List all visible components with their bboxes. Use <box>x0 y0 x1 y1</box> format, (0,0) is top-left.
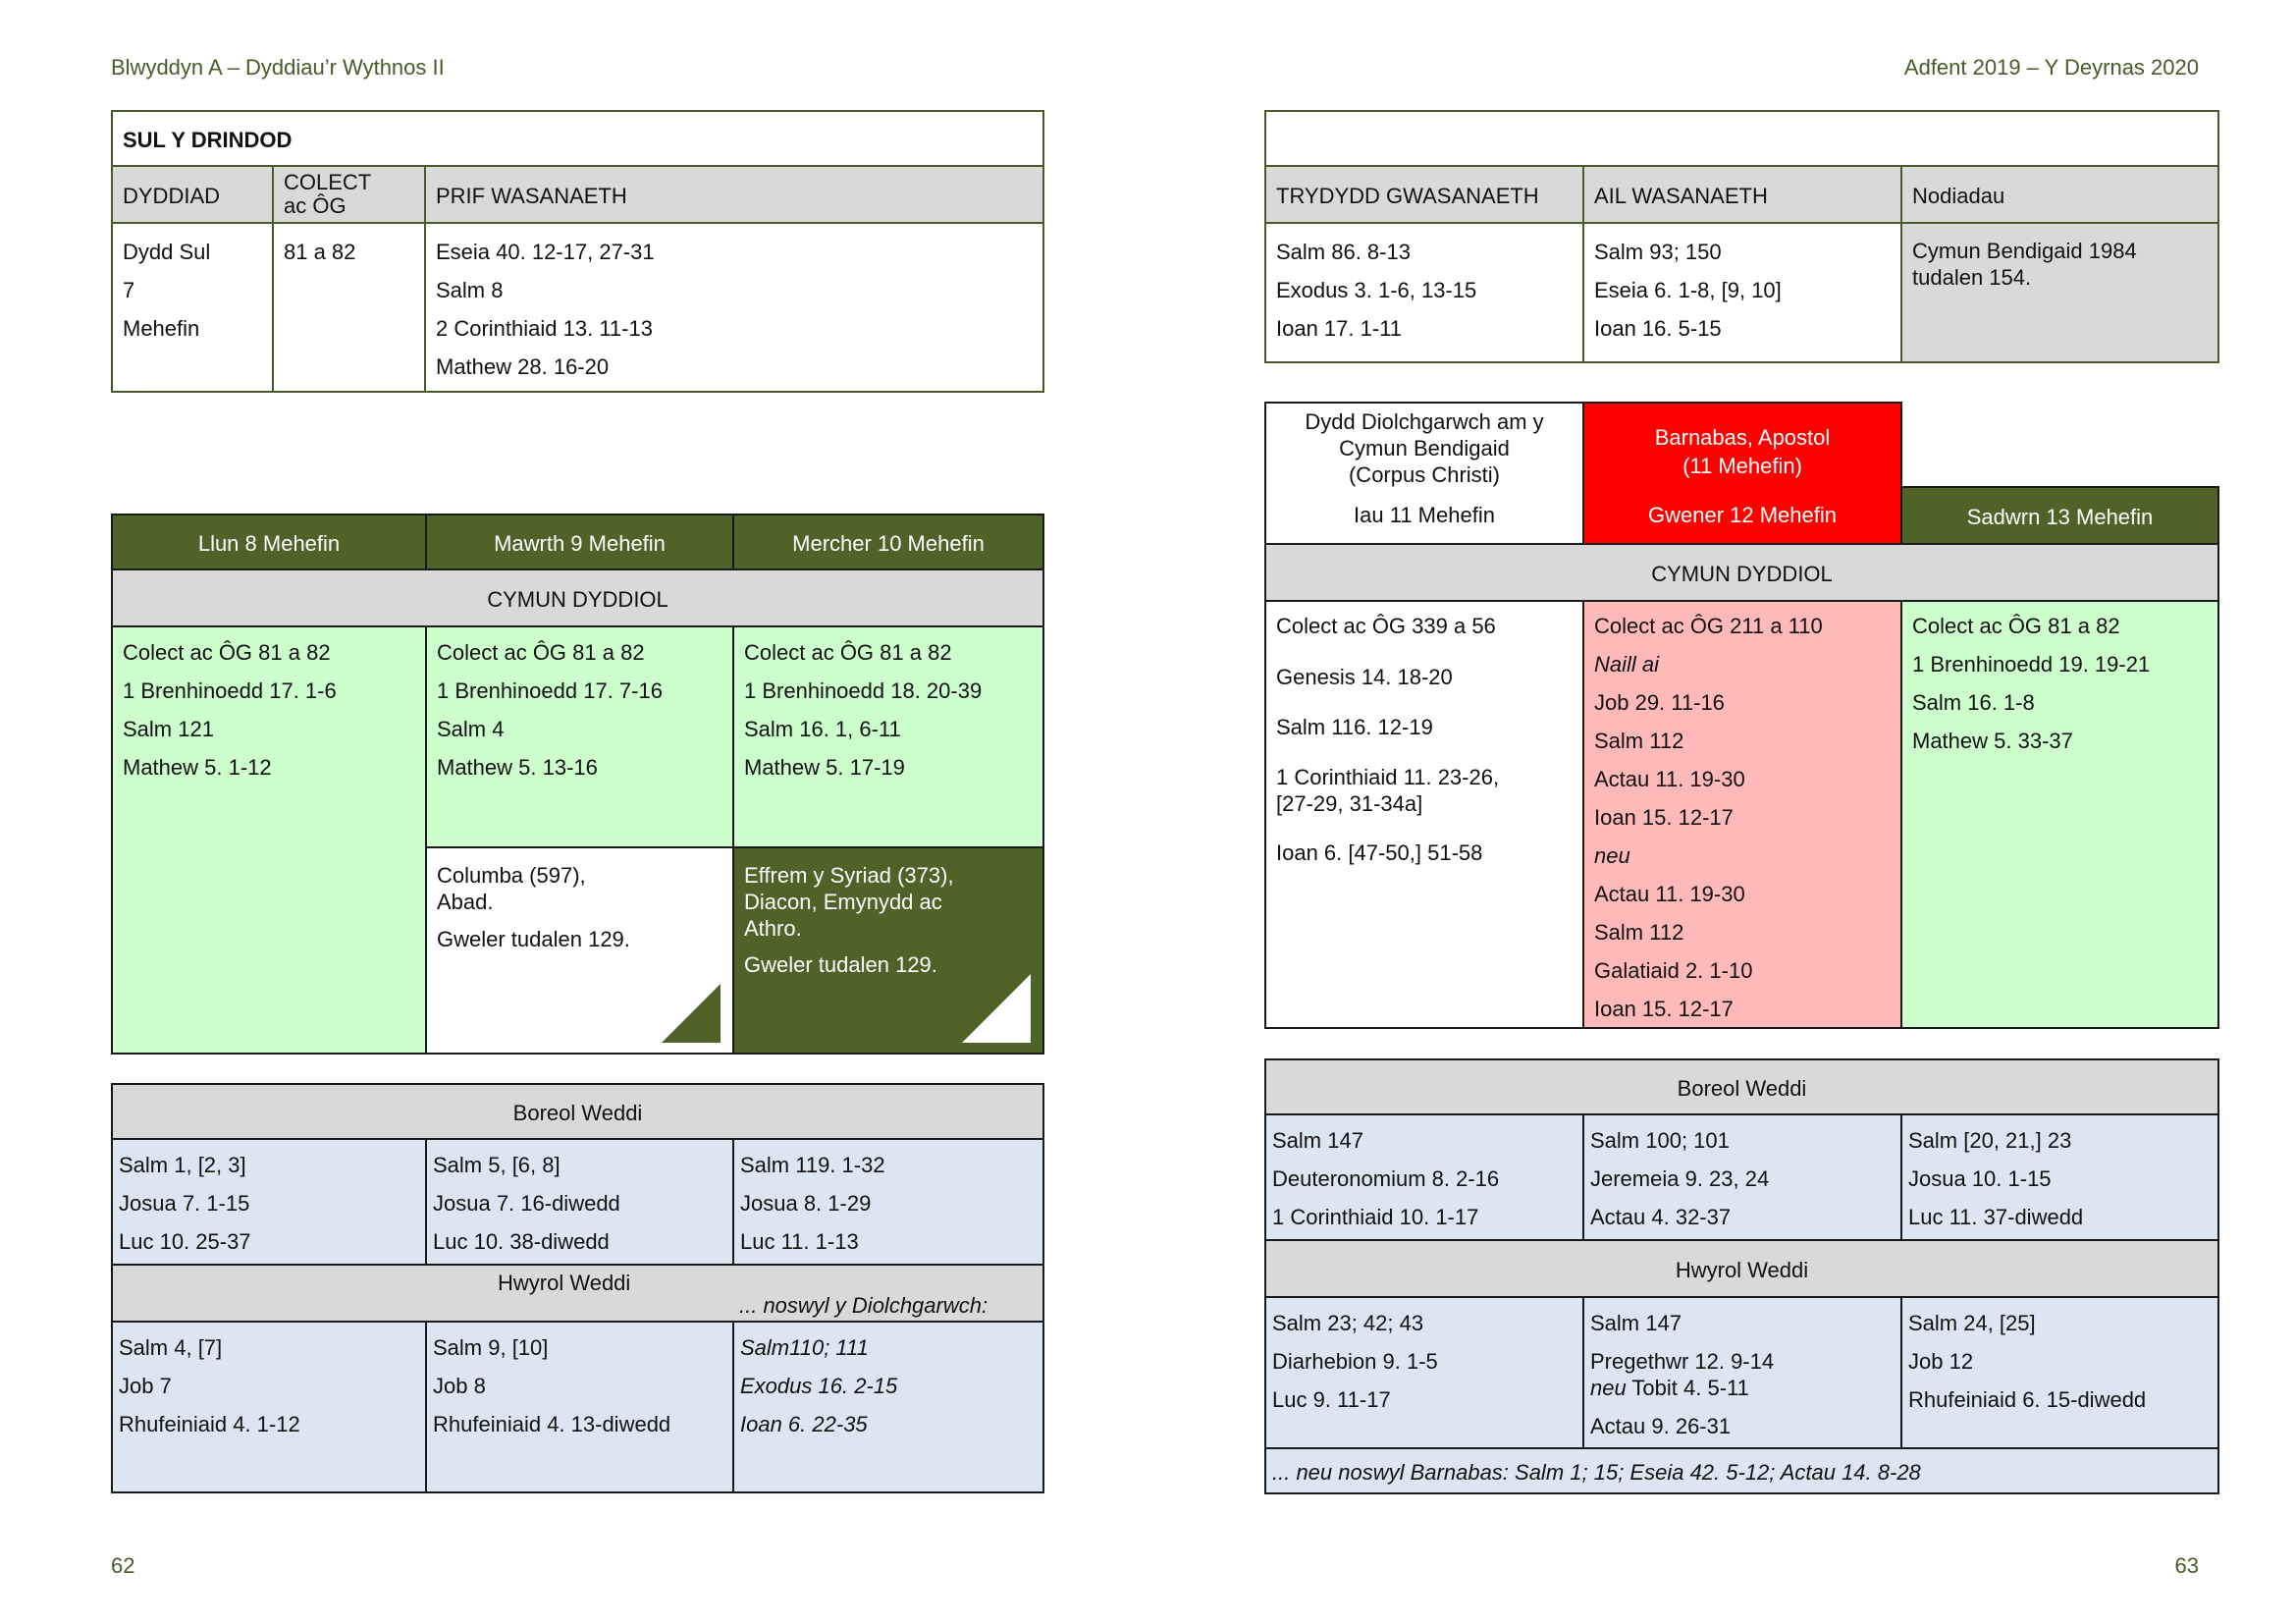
thu-readings <box>1264 600 1584 1029</box>
day-header-label: Mercher 10 Mehefin <box>792 531 985 556</box>
day-header-fri <box>1582 402 1902 545</box>
reading: Salm 147 <box>1272 1128 1363 1153</box>
barnabas-eve-note <box>1264 1447 2219 1494</box>
page-number-right: 63 <box>2174 1553 2199 1578</box>
reading: Luc 11. 1-13 <box>740 1229 859 1254</box>
reading: Salm 23; 42; 43 <box>1272 1311 1424 1335</box>
commemoration-name: Columba (597), Abad. <box>437 863 586 914</box>
sunday-main-cell <box>424 222 1044 393</box>
reading: Exodus 16. 2-15 <box>740 1374 898 1398</box>
hwyrol-label: Hwyrol Weddi <box>498 1271 631 1295</box>
reading: Ioan 6. 22-35 <box>740 1412 868 1436</box>
cymun-label: CYMUN DYDDIOL <box>487 587 668 612</box>
sunday-second-cell <box>1582 222 1902 363</box>
boreol-label: Boreol Weddi <box>1677 1076 1807 1101</box>
sunday-collect-cell <box>272 222 426 393</box>
reading: Salm110; 111 <box>740 1335 869 1360</box>
reading: Job 29. 11-16 <box>1594 690 1725 715</box>
reading: Genesis 14. 18-20 <box>1276 665 1453 689</box>
reading: Josua 10. 1-15 <box>1908 1166 2052 1191</box>
boreol-sat <box>1900 1113 2219 1241</box>
cymun-header-right <box>1264 543 2219 602</box>
reading: Salm 4 <box>437 717 505 741</box>
commemoration-ref: Gweler tudalen 129. <box>437 927 630 951</box>
mon-readings <box>111 625 427 1055</box>
reading: Rhufeiniaid 4. 1-12 <box>119 1412 300 1436</box>
wed-readings <box>732 625 1044 848</box>
reading: Colect ac ÔG 81 a 82 <box>1912 614 2120 638</box>
tue-readings <box>425 625 734 848</box>
cymun-label: CYMUN DYDDIOL <box>1651 562 1833 586</box>
col-header-date-label: DYDDIAD <box>123 184 221 208</box>
day-header-label: Sadwrn 13 Mehefin <box>1966 505 2154 529</box>
sunday-title-cell-right <box>1264 110 2219 167</box>
reading: 1 Brenhinoedd 18. 20-39 <box>744 678 983 703</box>
sunday-date-line: Mehefin <box>123 316 200 341</box>
reading: Galatiaid 2. 1-10 <box>1594 958 1753 983</box>
reading: Colect ac ÔG 81 a 82 <box>123 640 331 665</box>
col-header-date <box>111 165 274 224</box>
reading: Salm [20, 21,] 23 <box>1908 1128 2072 1153</box>
boreol-tue <box>425 1138 734 1266</box>
reading: Actau 11. 19-30 <box>1594 767 1745 791</box>
day-header-mon <box>111 514 427 570</box>
eve-note: ... noswyl y Diolchgarwch: <box>739 1293 988 1318</box>
feast-title: Barnabas, Apostol (11 Mehefin) <box>1654 425 1831 478</box>
cymun-header-left <box>111 568 1044 627</box>
reading: Salm 1, [2, 3] <box>119 1153 246 1177</box>
reading: Exodus 3. 1-6, 13-15 <box>1276 278 1477 302</box>
running-header-left: Blwyddyn A – Dyddiau’r Wythnos II <box>111 55 445 80</box>
reading: 1 Brenhinoedd 17. 7-16 <box>437 678 663 703</box>
reading: Luc 9. 11-17 <box>1272 1387 1391 1412</box>
reading: Jeremeia 9. 23, 24 <box>1590 1166 1770 1191</box>
reading: Salm 100; 101 <box>1590 1128 1730 1153</box>
reading: Luc 10. 38-diwedd <box>433 1229 610 1254</box>
fri-readings <box>1582 600 1902 1029</box>
reading: Colect ac ÔG 211 a 110 <box>1594 614 1823 638</box>
day-header-wed <box>732 514 1044 570</box>
reading: Josua 7. 16-diwedd <box>433 1191 620 1216</box>
reading: Mathew 5. 13-16 <box>437 755 598 780</box>
running-header-right: Adfent 2019 – Y Deyrnas 2020 <box>1903 55 2199 80</box>
reading: neu <box>1594 843 1630 868</box>
eve-note: ... neu noswyl Barnabas: Salm 1; 15; Eseia 42. 5-12; Actau 14. 8-28 <box>1272 1460 1921 1485</box>
corner-triangle-icon <box>962 974 1031 1043</box>
reading-conjunction: neu <box>1590 1376 1627 1400</box>
corner-triangle-icon <box>662 984 721 1043</box>
sunday-title-cell <box>111 110 1044 167</box>
reading: Salm 93; 150 <box>1594 240 1722 264</box>
reading: Colect ac ÔG 339 a 56 <box>1276 614 1496 638</box>
reading: Ioan 17. 1-11 <box>1276 316 1403 341</box>
reading: Naill ai <box>1594 652 1660 677</box>
reading: Salm 121 <box>123 717 214 741</box>
reading: Salm 5, [6, 8] <box>433 1153 561 1177</box>
day-header-tue <box>425 514 734 570</box>
reading: Rhufeiniaid 4. 13-diwedd <box>433 1412 671 1436</box>
commemoration-name: Effrem y Syriad (373), Diacon, Emynydd ac Athro. <box>744 863 954 941</box>
reading: Colect ac ÔG 81 a 82 <box>744 640 952 665</box>
col-header-second <box>1582 165 1902 224</box>
reading: 1 Corinthiaid 11. 23-26, [27-29, 31-34a] <box>1276 765 1500 816</box>
reading: Salm 24, [25] <box>1908 1311 2036 1335</box>
sunday-date-cell <box>111 222 274 393</box>
boreol-label: Boreol Weddi <box>512 1101 643 1125</box>
sunday-date-line: Dydd Sul <box>123 240 211 264</box>
commemoration-ref: Gweler tudalen 129. <box>744 952 937 977</box>
day-header-label: Llun 8 Mehefin <box>197 531 341 556</box>
reading: Rhufeiniaid 6. 15-diwedd <box>1908 1387 2147 1412</box>
col-header-third-label: TRYDYDD GWASANAETH <box>1276 184 1539 208</box>
col-header-main <box>424 165 1044 224</box>
col-header-collect <box>272 165 426 224</box>
hwyrol-header-left <box>111 1264 1044 1323</box>
day-header-label: Iau 11 Mehefin <box>1354 503 1495 527</box>
columba-commemoration <box>425 846 734 1055</box>
boreol-thu <box>1264 1113 1584 1241</box>
reading: Luc 10. 25-37 <box>119 1229 251 1254</box>
reading: Salm 86. 8-13 <box>1276 240 1411 264</box>
boreol-header-right <box>1264 1058 2219 1115</box>
reading: Mathew 5. 1-12 <box>123 755 272 780</box>
reading: Luc 11. 37-diwedd <box>1908 1205 2084 1229</box>
reading: Salm 9, [10] <box>433 1335 549 1360</box>
feast-title: Dydd Diolchgarwch am y Cymun Bendigaid (Corpus Christi) <box>1305 409 1544 487</box>
reading: Actau 9. 26-31 <box>1590 1414 1732 1438</box>
reading: Ioan 16. 5-15 <box>1594 316 1722 341</box>
hwyrol-tue <box>425 1321 734 1493</box>
day-header-sat <box>1900 486 2219 545</box>
reading: Salm 147 <box>1590 1311 1682 1335</box>
reading: Colect ac ÔG 81 a 82 <box>437 640 645 665</box>
reading: Josua 7. 1-15 <box>119 1191 250 1216</box>
col-header-second-label: AIL WASANAETH <box>1594 184 1768 208</box>
reading: 1 Brenhinoedd 17. 1-6 <box>123 678 337 703</box>
reading: Eseia 6. 1-8, [9, 10] <box>1594 278 1782 302</box>
reading: Mathew 28. 16-20 <box>436 354 610 379</box>
col-header-notes <box>1900 165 2219 224</box>
reading: Salm 119. 1-32 <box>740 1153 885 1177</box>
col-header-third <box>1264 165 1584 224</box>
reading: Josua 8. 1-29 <box>740 1191 872 1216</box>
reading: Job 7 <box>119 1374 172 1398</box>
boreol-header-left <box>111 1083 1044 1140</box>
reading: 2 Corinthiaid 13. 11-13 <box>436 316 653 341</box>
reading: Job 8 <box>433 1374 486 1398</box>
reading: Salm 112 <box>1594 729 1684 753</box>
reading: Diarhebion 9. 1-5 <box>1272 1349 1438 1374</box>
hwyrol-header-right <box>1264 1239 2219 1298</box>
reading: Actau 11. 19-30 <box>1594 882 1745 906</box>
reading <box>1590 1376 1749 1401</box>
reading: Salm 116. 12-19 <box>1276 715 1433 739</box>
reading: Mathew 5. 33-37 <box>1912 729 2073 753</box>
page-number-left: 62 <box>111 1553 135 1578</box>
sat-readings <box>1900 600 2219 1029</box>
reading: Pregethwr 12. 9-14 <box>1590 1349 1775 1374</box>
day-header-label: Gwener 12 Mehefin <box>1648 503 1837 527</box>
reading: Eseia 40. 12-17, 27-31 <box>436 240 655 264</box>
reading: Salm 8 <box>436 278 504 302</box>
reading: Deuteronomium 8. 2-16 <box>1272 1166 1500 1191</box>
boreol-mon <box>111 1138 427 1266</box>
reading: Job 12 <box>1908 1349 1974 1374</box>
boreol-fri <box>1582 1113 1902 1241</box>
reading: Ioan 6. [47-50,] 51-58 <box>1276 840 1483 865</box>
boreol-wed <box>732 1138 1044 1266</box>
col-header-notes-label: Nodiadau <box>1912 184 2005 208</box>
sunday-collect: 81 a 82 <box>284 240 356 264</box>
effrem-commemoration <box>732 846 1044 1055</box>
reading: Tobit 4. 5-11 <box>1626 1376 1749 1400</box>
hwyrol-sat <box>1900 1296 2219 1449</box>
sunday-notes: Cymun Bendigaid 1984 tudalen 154. <box>1912 239 2137 290</box>
hwyrol-wed <box>732 1321 1044 1493</box>
hwyrol-mon <box>111 1321 427 1493</box>
day-header-thu <box>1264 402 1584 545</box>
reading: Mathew 5. 17-19 <box>744 755 905 780</box>
sunday-notes-cell <box>1900 222 2219 363</box>
hwyrol-thu <box>1264 1296 1584 1449</box>
hwyrol-fri <box>1582 1296 1902 1449</box>
reading: 1 Brenhinoedd 19. 19-21 <box>1912 652 2151 677</box>
col-header-collect-label: COLECT ac ÔG <box>284 170 372 218</box>
reading: Ioan 15. 12-17 <box>1594 997 1734 1021</box>
reading: Salm 4, [7] <box>119 1335 223 1360</box>
hwyrol-label: Hwyrol Weddi <box>1675 1258 1809 1282</box>
reading: Salm 16. 1, 6-11 <box>744 717 901 741</box>
reading: 1 Corinthiaid 10. 1-17 <box>1272 1205 1479 1229</box>
day-header-label: Mawrth 9 Mehefin <box>494 531 666 556</box>
reading: Salm 16. 1-8 <box>1912 690 2035 715</box>
sunday-third-cell <box>1264 222 1584 363</box>
reading: Salm 112 <box>1594 920 1684 945</box>
sunday-title: SUL Y DRINDOD <box>123 128 293 152</box>
reading: Ioan 15. 12-17 <box>1594 805 1734 830</box>
sunday-date-line: 7 <box>123 278 135 302</box>
reading: Actau 4. 32-37 <box>1590 1205 1732 1229</box>
col-header-main-label: PRIF WASANAETH <box>436 184 627 208</box>
